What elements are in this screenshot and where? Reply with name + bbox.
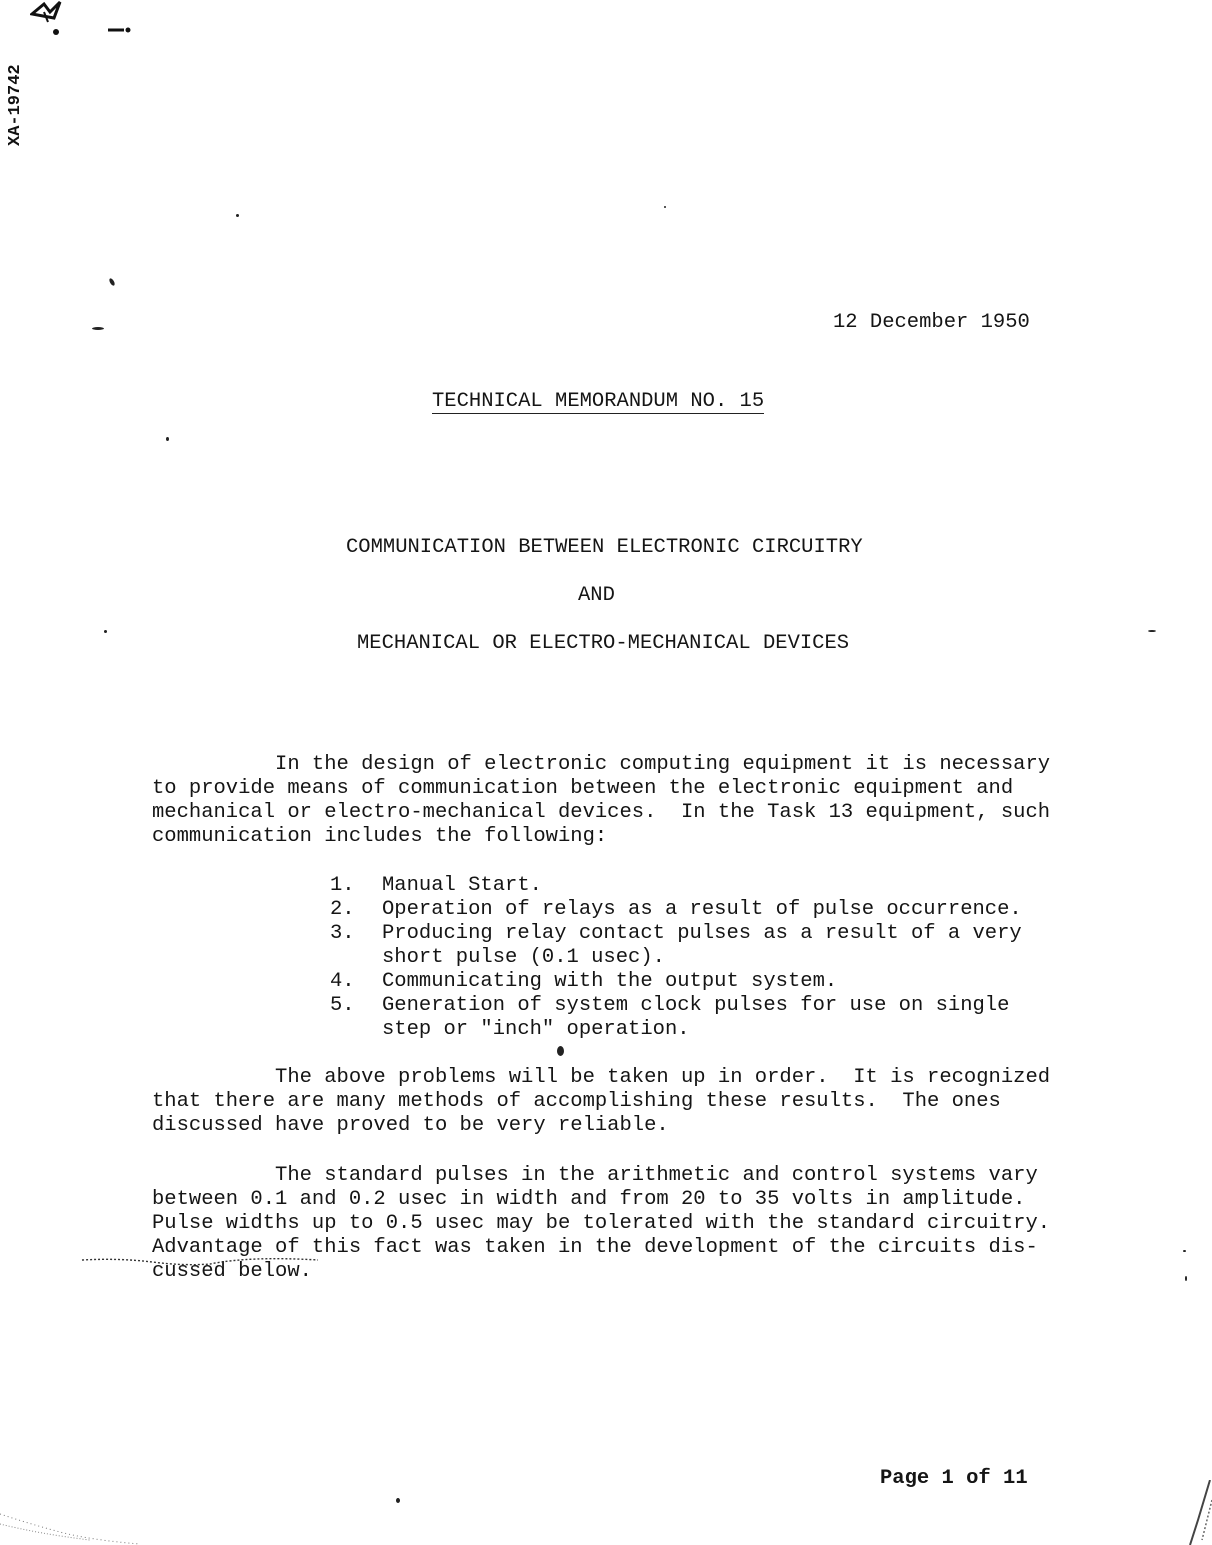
list-item-text: Generation of system clock pulses for use on single step or "inch" operation. [382, 994, 1010, 1041]
list-item [330, 994, 1022, 1042]
list-item-number: 5. [330, 994, 355, 1017]
list-item-text: Producing relay contact pulses as a result of a very short pulse (0.1 usec). [382, 922, 1022, 969]
list-item-text: Operation of relays as a result of pulse occurrence. [382, 898, 1022, 921]
list-item [330, 898, 1022, 922]
paragraph-problems: The above problems will be taken up in order. It is recognized that there are many methods of accomplishing these results. The ones discussed have proved to be very reliable. [152, 1066, 1051, 1137]
page-number: Page 1 of 11 [880, 1467, 1028, 1490]
list-item [330, 922, 1022, 970]
speck [1148, 630, 1156, 632]
subject-line-3: MECHANICAL OR ELECTRO-MECHANICAL DEVICES [357, 632, 850, 655]
speck [664, 206, 666, 208]
speck [557, 1046, 564, 1056]
speck [92, 327, 104, 330]
speck [1185, 1276, 1187, 1281]
list-item [330, 970, 1022, 994]
paragraph-pulses: The standard pulses in the arithmetic and control systems vary between 0.1 and 0.2 usec in width and from 20 to 35 volts in amplitude. Pulse widths up to 0.5 usec may be tolerated with the standard circuitry. Advantage of this fact was taken in the development of the circuits dis- cussed below. [152, 1164, 1051, 1283]
list-item-number: 1. [330, 874, 355, 897]
memo-title: TECHNICAL MEMORANDUM NO. 15 [432, 390, 765, 413]
list-item [330, 874, 1022, 898]
speck [108, 278, 115, 287]
speck [1183, 1250, 1186, 1252]
memo-date: 12 December 1950 [833, 311, 1030, 334]
corner-mark-icon [30, 0, 140, 40]
speck [236, 214, 239, 217]
speck [396, 1498, 400, 1503]
paragraph-intro: In the design of electronic computing equipment it is necessary to provide means of communication between the electronic equipment and mechanical or electro-mechanical devices. In the Task 13 equipment, such communication includes the following: [152, 753, 1051, 848]
requirements-list [330, 874, 1022, 1042]
speck [104, 630, 107, 633]
scan-dust-icon [0, 1500, 150, 1545]
list-item-text: Communicating with the output system. [382, 970, 838, 993]
subject-line-2: AND [578, 584, 615, 607]
archive-id: XA-19742 [6, 64, 25, 146]
list-item-number: 3. [330, 922, 355, 945]
list-item-number: 2. [330, 898, 355, 921]
speck [166, 437, 169, 441]
pencil-mark-icon [80, 1250, 320, 1270]
list-item-number: 4. [330, 970, 355, 993]
list-item-text: Manual Start. [382, 874, 542, 897]
scan-dust-icon [1172, 1480, 1212, 1545]
subject-line-1: COMMUNICATION BETWEEN ELECTRONIC CIRCUITRY [346, 536, 863, 559]
